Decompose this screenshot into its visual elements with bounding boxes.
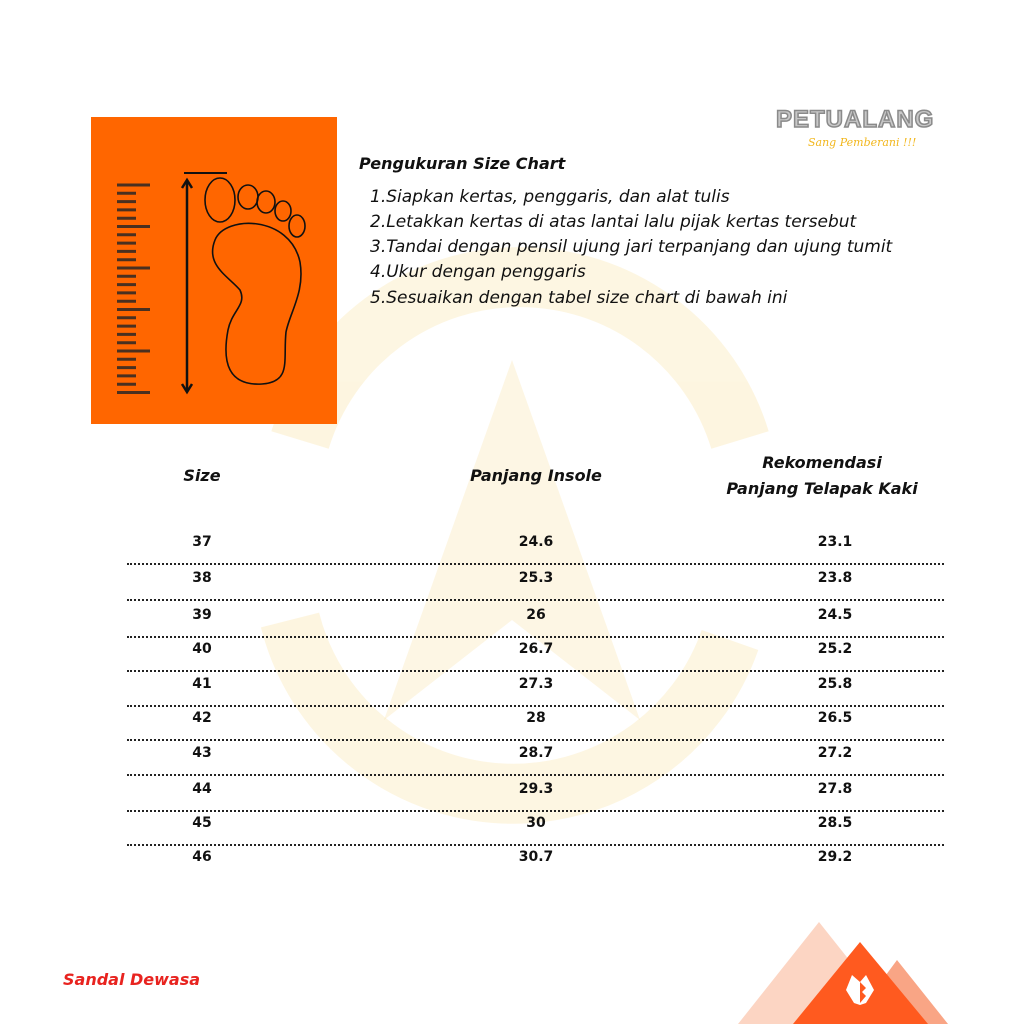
cell-recommended: 23.1 (817, 534, 853, 550)
cell-insole: 26.7 (518, 641, 554, 657)
header-insole: Panjang Insole (470, 466, 602, 485)
step-item: 5.Sesuaikan dengan tabel size chart di bawah ini (370, 288, 788, 308)
cell-recommended: 23.8 (817, 570, 853, 586)
step-item: 2.Letakkan kertas di atas lantai lalu pijak kertas tersebut (370, 212, 857, 232)
cell-recommended: 29.2 (817, 849, 853, 865)
cell-size: 45 (192, 815, 212, 831)
cell-insole: 28.7 (518, 745, 554, 761)
header-rec-1: Rekomendasi (762, 453, 882, 472)
cell-size: 37 (192, 534, 212, 550)
cell-insole: 30.7 (518, 849, 554, 865)
cell-size: 42 (192, 710, 212, 726)
cell-insole: 29.3 (518, 781, 554, 797)
cell-size: 44 (192, 781, 212, 797)
cell-recommended: 28.5 (817, 815, 853, 831)
cell-recommended: 26.5 (817, 710, 853, 726)
header-size: Size (183, 466, 221, 485)
cell-size: 41 (192, 676, 212, 692)
cell-insole: 28 (526, 710, 546, 726)
product-category-label: Sandal Dewasa (63, 970, 201, 989)
brand-logo: PETUALANG Sang Pemberani !!! (776, 106, 935, 149)
cell-recommended: 25.8 (817, 676, 853, 692)
cell-insole: 30 (526, 815, 546, 831)
cell-insole: 27.3 (518, 676, 554, 692)
cell-recommended: 24.5 (817, 607, 853, 623)
cell-recommended: 27.8 (817, 781, 853, 797)
cell-size: 38 (192, 570, 212, 586)
instructions-title: Pengukuran Size Chart (359, 154, 566, 173)
step-item: 3.Tandai dengan pensil ujung jari terpanjang dan ujung tumit (370, 237, 893, 257)
cell-recommended: 25.2 (817, 641, 853, 657)
cell-insole: 25.3 (518, 570, 554, 586)
cell-size: 39 (192, 607, 212, 623)
cell-size: 40 (192, 641, 212, 657)
cell-size: 46 (192, 849, 212, 865)
cell-size: 43 (192, 745, 212, 761)
cell-insole: 26 (526, 607, 546, 623)
cell-recommended: 27.2 (817, 745, 853, 761)
step-item: 1.Siapkan kertas, penggaris, dan alat tulis (370, 187, 730, 207)
cell-insole: 24.6 (518, 534, 554, 550)
header-rec-2: Panjang Telapak Kaki (726, 479, 918, 498)
step-item: 4.Ukur dengan penggaris (370, 262, 586, 282)
